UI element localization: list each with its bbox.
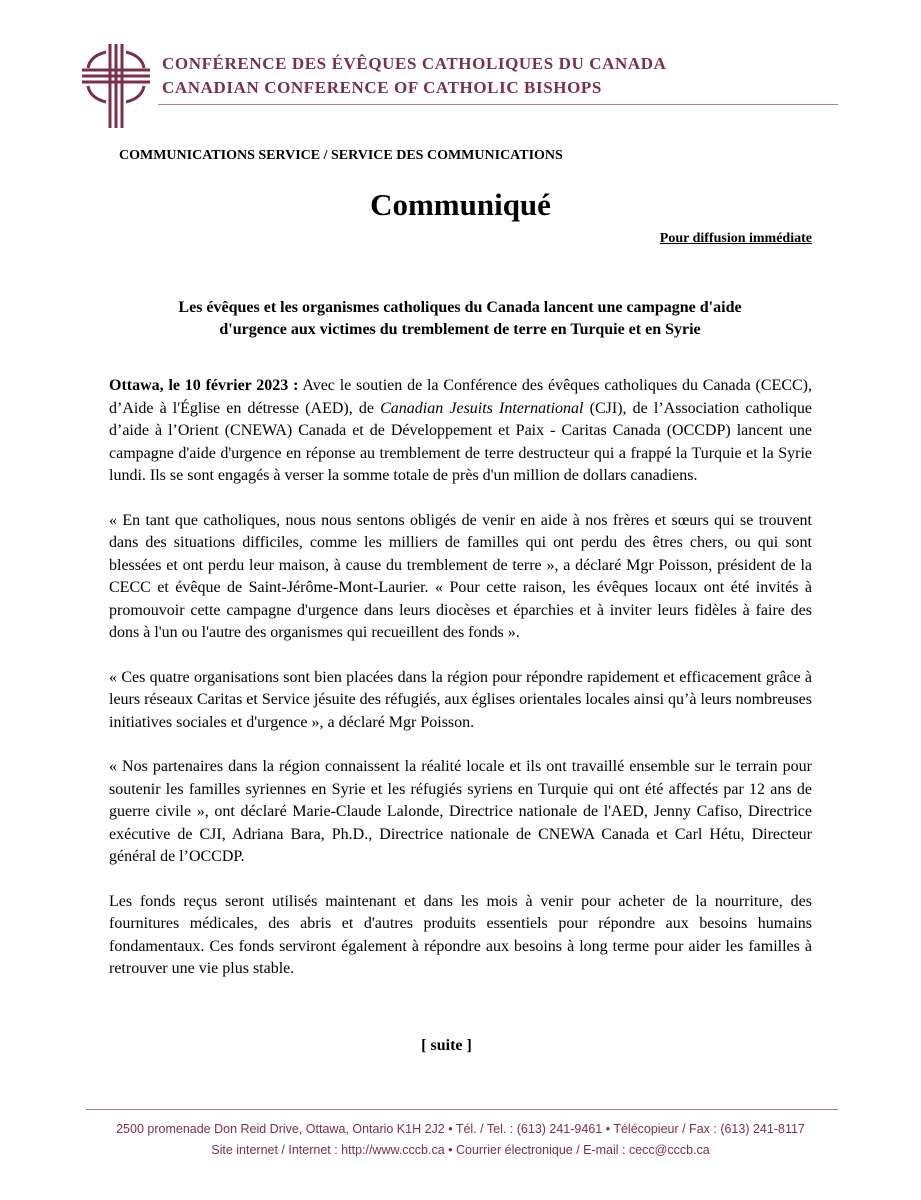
headline-line-1: Les évêques et les organismes catholiques du Canada lancent une campagne d'aide: [178, 299, 742, 316]
paragraph-2: « En tant que catholiques, nous nous sentons obligés de venir en aide à nos frères et sœurs qui se trouvent dans des situations difficiles, comme les milliers de familles qui ont perdu des êtres chers, ou qui sont blessées et ont perdu leur maison, à cause du tremblement de terre », a déclaré Mgr Poisson, président de la CECC et évêque de Saint-Jérôme-Mont-Laurier. « Pour cette raison, les évêques locaux ont été invités à promouvoir cette campagne d'urgence dans leurs diocèses et éparchies et à inviter leurs fidèles à faire des dons à l'un ou l'autre des organismes qui recueillent des fonds ».: [109, 511, 812, 641]
service-line: COMMUNICATIONS SERVICE / SERVICE DES COMMUNICATIONS: [119, 148, 563, 163]
footer-contact: Site internet / Internet : http://www.cccb.ca • Courrier électronique / E-mail : cecc@cccb.ca: [211, 1143, 710, 1157]
document-title: Communiqué: [370, 187, 551, 222]
organization-name: [162, 52, 667, 100]
footer-divider: [86, 1109, 838, 1110]
org-name-fr: CONFÉRENCE DES ÉVÊQUES CATHOLIQUES DU CANADA: [162, 54, 667, 73]
paragraph-1-part-a: Avec le soutien de la Conférence des évêques catholiques du Canada (CECC), d’Aide à l'Église en détresse (AED), de: [109, 377, 813, 417]
body-text: [109, 375, 812, 1003]
dateline: Ottawa, le 10 février 2023 :: [109, 377, 299, 394]
paragraph-3: « Ces quatre organisations sont bien placées dans la région pour répondre rapidement et efficacement grâce à leurs réseaux Caritas et Service jésuite des réfugiés, aux églises orientales locales ainsi qu’à leurs nombreuses initiatives sociales et d'urgence », a déclaré Mgr Poisson.: [109, 668, 812, 731]
headline: [110, 297, 810, 341]
org-name-en: CANADIAN CONFERENCE OF CATHOLIC BISHOPS: [162, 78, 602, 97]
release-note: Pour diffusion immédiate: [659, 231, 812, 246]
paragraph-4: « Nos partenaires dans la région connaissent la réalité locale et ils ont travaillé ensemble sur le terrain pour soutenir les familles syriennes en Syrie et les réfugiés syriens en Turquie qui ont été affectés par 12 ans de guerre civile », ont déclaré Marie-Claude Lalonde, Directrice nationale de l'AED, Jenny Cafiso, Directrice exécutive de CJI, Adriana Bara, Ph.D., Directrice nationale de CNEWA Canada et Carl Hétu, Directeur général de l’OCCDP.: [109, 758, 812, 865]
footer-address: 2500 promenade Don Reid Drive, Ottawa, Ontario K1H 2J2 • Tél. / Tel. : (613) 241-9461 • Télécopieur / Fax : (613) 241-8117: [116, 1122, 805, 1136]
paragraph-1-italic: Canadian Jesuits International: [380, 399, 584, 417]
paragraph-5: Les fonds reçus seront utilisés maintenant et dans les mois à venir pour acheter de la nourriture, des fournitures médicales, des abris et d'autres produits essentiels pour répondre aux besoins humains fondamentaux. Ces fonds serviront également à répondre aux besoins à long terme pour aider les familles à retrouver une vie plus stable.: [109, 892, 812, 977]
paragraph-1-part-b: (CJI), de l’Association catholique d’aide à l’Orient (CNEWA) Canada et de Développement et Paix - Caritas Canada (OCCDP) lancent une campagne d'aide d'urgence en réponse au tremblement de terre destructeur qui a frappé la Turquie et la Syrie lundi. Ils se sont engagés à verser la somme totale de près d'un million de dollars canadiens.: [109, 399, 813, 484]
headline-line-2: d'urgence aux victimes du tremblement de terre en Turquie et en Syrie: [219, 321, 701, 338]
paragraph-1: [109, 375, 812, 488]
cross-logo-icon: [80, 42, 152, 130]
header-divider: [158, 104, 838, 105]
continued-marker: [ suite ]: [421, 1037, 472, 1054]
